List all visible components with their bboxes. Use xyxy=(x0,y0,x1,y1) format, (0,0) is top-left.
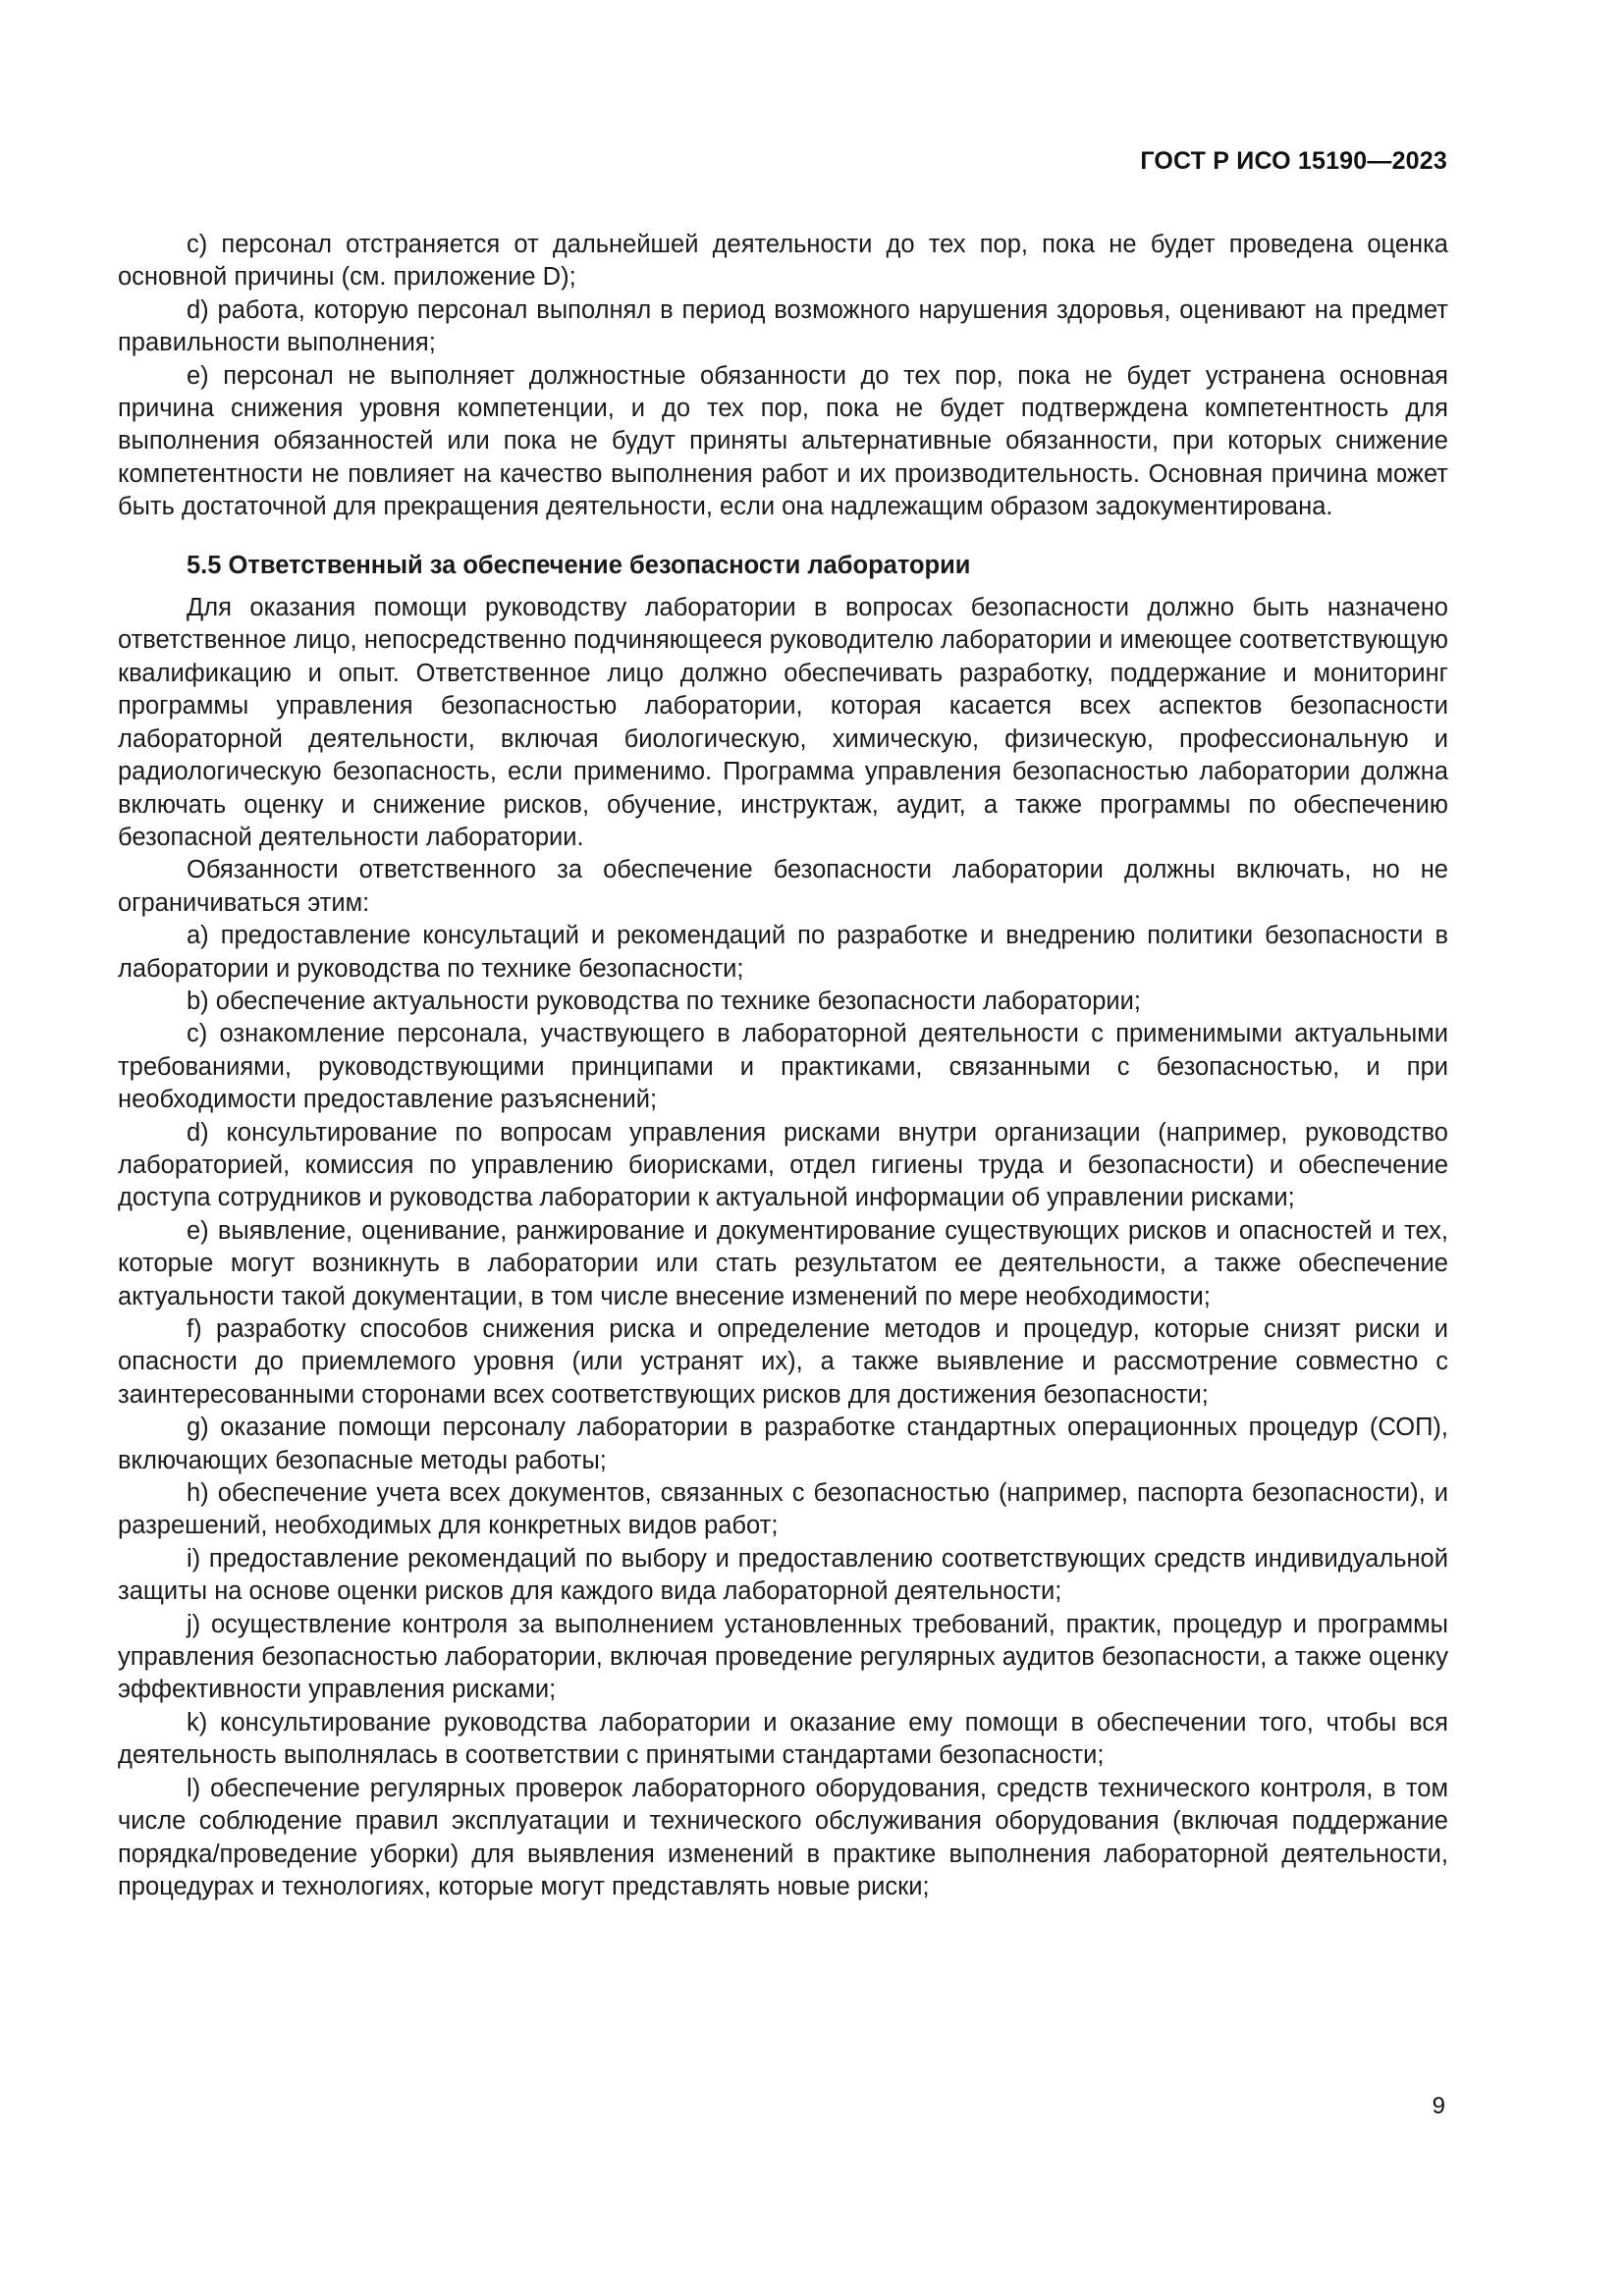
duty-item-g: g) оказание помощи персоналу лаборатории в разработке стандартных операционных процедур (СОП), включающих безопасные методы работы; xyxy=(118,1414,1448,1474)
document-body xyxy=(118,229,1448,1903)
section-heading: 5.5 Ответственный за обеспечение безопасности лаборатории xyxy=(187,551,971,579)
list-item-e: e) персонал не выполняет должностные обязанности до тех пор, пока не будет устранена основная причина снижения уровня компетенции, и до тех пор, пока не будет подтверждена компетентность для выполнения обязанностей или пока не будут приняты альтернативные обязанности, при которых снижение компетентности не повлияет на качество выполнения работ и их производительность. Основная причина может быть достаточной для прекращения деятельности, если она надлежащим образом задокументирована. xyxy=(118,361,1448,521)
duty-item-e: e) выявление, оценивание, ранжирование и документирование существующих рисков и опасностей и тех, которые могут возникнуть в лаборатории или стать результатом ее деятельности, а также обеспечение актуальности такой документации, в том числе внесение изменений по мере необходимости; xyxy=(118,1216,1448,1310)
duty-item-d: d) консультирование по вопросам управления рисками внутри организации (например, руководство лабораторией, комиссия по управлению биорисками, отдел гигиены труда и безопасности) и обеспечение доступа сотрудников и руководства лаборатории к актуальной информации об управлении рисками; xyxy=(118,1118,1448,1212)
duty-item-k: k) консультирование руководства лаборатории и оказание ему помощи в обеспечении того, чтобы вся деятельность выполнялась в соответствии с принятыми стандартами безопасности; xyxy=(118,1708,1448,1770)
section-paragraph-2: Обязанности ответственного за обеспечение безопасности лаборатории должны включать, но не ограничиваться этим: xyxy=(118,856,1448,917)
duty-item-h: h) обеспечение учета всех документов, связанных с безопасностью (например, паспорта безопасности), и разрешений, необходимых для конкретных видов работ; xyxy=(118,1479,1448,1540)
document-header: ГОСТ Р ИСО 15190—2023 xyxy=(1140,147,1447,175)
list-item-c: c) персонал отстраняется от дальнейшей деятельности до тех пор, пока не будет проведена оценка основной причины (см. приложение D); xyxy=(118,231,1448,292)
duty-item-j: j) осуществление контроля за выполнением установленных требований, практик, процедур и программы управления безопасностью лаборатории, включая проведение регулярных аудитов безопасности, а также оценку эффективности управления рисками; xyxy=(118,1610,1448,1704)
list-item-d: d) работа, которую персонал выполнял в период возможного нарушения здоровья, оценивают на предмет правильности выполнения; xyxy=(118,295,1448,357)
page-number: 9 xyxy=(1432,2093,1445,2119)
section-paragraph-1: Для оказания помощи руководству лаборатории в вопросах безопасности должно быть назначено ответственное лицо, непосредственно подчиняющееся руководителю лаборатории и имеющее соответствующую квалификацию и опыт. Ответственное лицо должно обеспечивать разработку, поддержание и мониторинг программы управления безопасностью лаборатории, которая касается всех аспектов безопасности лабораторной деятельности, включая биологическую, химическую, физическую, профессиональную и радиологическую безопасность, если применимо. Программа управления безопасностью лаборатории должна включать оценку и снижение рисков, обучение, инструктаж, аудит, а также программы по обеспечению безопасной деятельности лаборатории. xyxy=(118,594,1448,851)
duty-item-b: b) обеспечение актуальности руководства по технике безопасности лаборатории; xyxy=(187,987,1141,1015)
duty-item-a: a) предоставление консультаций и рекомендаций по разработке и внедрению политики безопасности в лаборатории и руководства по технике безопасности; xyxy=(118,922,1448,983)
duty-item-i: i) предоставление рекомендаций по выбору и предоставлению соответствующих средств индивидуальной защиты на основе оценки рисков для каждого вида лабораторной деятельности; xyxy=(118,1544,1448,1606)
duty-item-f: f) разработку способов снижения риска и определение методов и процедур, которые снизят риски и опасности до приемлемого уровня (или устранят их), а также выявление и рассмотрение совместно с заинтересованными сторонами всех соответствующих рисков для достижения безопасности; xyxy=(118,1315,1448,1409)
duty-item-l: l) обеспечение регулярных проверок лабораторного оборудования, средств технического контроля, в том числе соблюдение правил эксплуатации и технического обслуживания оборудования (включая поддержание порядка/проведение уборки) для выявления изменений в практике выполнения лабораторной деятельности, процедурах и технологиях, которые могут представлять новые риски; xyxy=(118,1774,1448,1900)
duty-item-c: c) ознакомление персонала, участвующего в лабораторной деятельности с применимыми актуальными требованиями, руководствующими принципами и практиками, связанными с безопасностью, и при необходимости предоставление разъяснений; xyxy=(118,1020,1448,1114)
